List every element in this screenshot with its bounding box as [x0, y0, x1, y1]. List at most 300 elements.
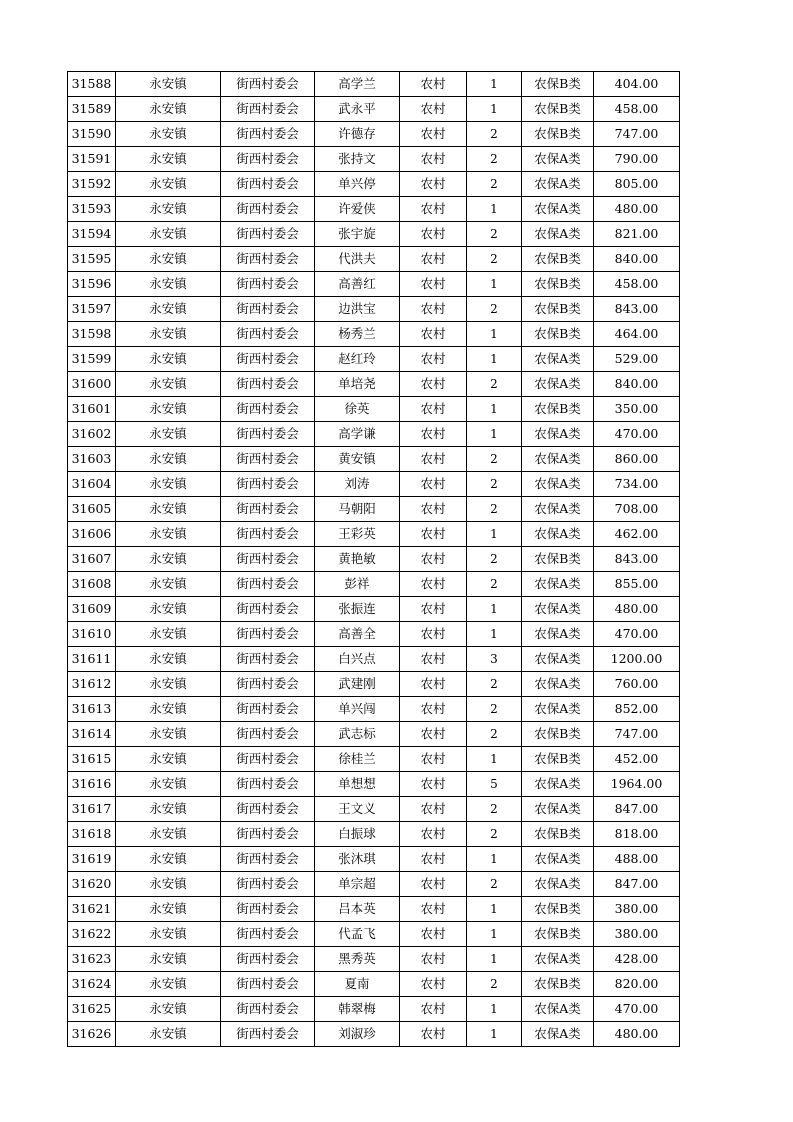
household-type-cell: 农村 — [400, 747, 467, 772]
person-count-cell: 1 — [467, 947, 522, 972]
table-row — [68, 547, 680, 572]
amount-cell: 840.00 — [594, 247, 680, 272]
person-count-cell: 2 — [467, 247, 522, 272]
table-row — [68, 647, 680, 672]
village-committee-cell: 街西村委会 — [221, 297, 315, 322]
person-count-cell: 1 — [467, 1022, 522, 1047]
name-cell: 许德存 — [315, 122, 400, 147]
village-committee-cell: 街西村委会 — [221, 922, 315, 947]
name-cell: 单兴闯 — [315, 697, 400, 722]
record-id-cell: 31606 — [68, 522, 116, 547]
person-count-cell: 2 — [467, 297, 522, 322]
household-type-cell: 农村 — [400, 997, 467, 1022]
household-type-cell: 农村 — [400, 172, 467, 197]
amount-cell: 464.00 — [594, 322, 680, 347]
category-cell: 农保B类 — [522, 897, 594, 922]
category-cell: 农保A类 — [522, 847, 594, 872]
person-count-cell: 3 — [467, 647, 522, 672]
village-committee-cell: 街西村委会 — [221, 97, 315, 122]
household-type-cell: 农村 — [400, 472, 467, 497]
town-cell: 永安镇 — [116, 447, 221, 472]
household-type-cell: 农村 — [400, 122, 467, 147]
amount-cell: 708.00 — [594, 497, 680, 522]
record-id-cell: 31611 — [68, 647, 116, 672]
town-cell: 永安镇 — [116, 572, 221, 597]
table-row — [68, 122, 680, 147]
category-cell: 农保A类 — [522, 347, 594, 372]
category-cell: 农保A类 — [522, 622, 594, 647]
village-committee-cell: 街西村委会 — [221, 997, 315, 1022]
record-id-cell: 31595 — [68, 247, 116, 272]
name-cell: 武永平 — [315, 97, 400, 122]
town-cell: 永安镇 — [116, 897, 221, 922]
town-cell: 永安镇 — [116, 872, 221, 897]
household-type-cell: 农村 — [400, 697, 467, 722]
household-type-cell: 农村 — [400, 547, 467, 572]
record-id-cell: 31604 — [68, 472, 116, 497]
amount-cell: 821.00 — [594, 222, 680, 247]
category-cell: 农保A类 — [522, 572, 594, 597]
person-count-cell: 2 — [467, 447, 522, 472]
village-committee-cell: 街西村委会 — [221, 397, 315, 422]
town-cell: 永安镇 — [116, 997, 221, 1022]
household-type-cell: 农村 — [400, 972, 467, 997]
amount-cell: 470.00 — [594, 422, 680, 447]
table-row — [68, 847, 680, 872]
village-committee-cell: 街西村委会 — [221, 72, 315, 97]
name-cell: 高善全 — [315, 622, 400, 647]
amount-cell: 847.00 — [594, 872, 680, 897]
village-committee-cell: 街西村委会 — [221, 597, 315, 622]
category-cell: 农保A类 — [522, 597, 594, 622]
town-cell: 永安镇 — [116, 347, 221, 372]
table-row — [68, 197, 680, 222]
table-row — [68, 947, 680, 972]
record-id-cell: 31598 — [68, 322, 116, 347]
household-type-cell: 农村 — [400, 497, 467, 522]
record-id-cell: 31618 — [68, 822, 116, 847]
amount-cell: 529.00 — [594, 347, 680, 372]
person-count-cell: 1 — [467, 197, 522, 222]
category-cell: 农保A类 — [522, 672, 594, 697]
record-id-cell: 31619 — [68, 847, 116, 872]
person-count-cell: 2 — [467, 972, 522, 997]
table-row — [68, 597, 680, 622]
amount-cell: 458.00 — [594, 97, 680, 122]
household-type-cell: 农村 — [400, 897, 467, 922]
name-cell: 白兴点 — [315, 647, 400, 672]
amount-cell: 404.00 — [594, 72, 680, 97]
amount-cell: 840.00 — [594, 372, 680, 397]
amount-cell: 747.00 — [594, 722, 680, 747]
village-committee-cell: 街西村委会 — [221, 122, 315, 147]
amount-cell: 747.00 — [594, 122, 680, 147]
table-row — [68, 1022, 680, 1047]
amount-cell: 760.00 — [594, 672, 680, 697]
village-committee-cell: 街西村委会 — [221, 472, 315, 497]
town-cell: 永安镇 — [116, 222, 221, 247]
person-count-cell: 1 — [467, 622, 522, 647]
amount-cell: 480.00 — [594, 1022, 680, 1047]
name-cell: 张振连 — [315, 597, 400, 622]
village-committee-cell: 街西村委会 — [221, 947, 315, 972]
town-cell: 永安镇 — [116, 647, 221, 672]
name-cell: 吕本英 — [315, 897, 400, 922]
name-cell: 王彩英 — [315, 522, 400, 547]
table-row — [68, 472, 680, 497]
household-type-cell: 农村 — [400, 597, 467, 622]
household-type-cell: 农村 — [400, 722, 467, 747]
name-cell: 黑秀英 — [315, 947, 400, 972]
household-type-cell: 农村 — [400, 247, 467, 272]
category-cell: 农保A类 — [522, 947, 594, 972]
category-cell: 农保A类 — [522, 497, 594, 522]
category-cell: 农保B类 — [522, 822, 594, 847]
category-cell: 农保B类 — [522, 247, 594, 272]
name-cell: 单兴停 — [315, 172, 400, 197]
person-count-cell: 2 — [467, 797, 522, 822]
record-id-cell: 31601 — [68, 397, 116, 422]
name-cell: 高善红 — [315, 272, 400, 297]
table-row — [68, 797, 680, 822]
category-cell: 农保A类 — [522, 422, 594, 447]
name-cell: 许爱侠 — [315, 197, 400, 222]
household-type-cell: 农村 — [400, 372, 467, 397]
category-cell: 农保B类 — [522, 322, 594, 347]
table-row — [68, 347, 680, 372]
table-row — [68, 372, 680, 397]
table-row — [68, 747, 680, 772]
town-cell: 永安镇 — [116, 697, 221, 722]
person-count-cell: 2 — [467, 472, 522, 497]
record-id-cell: 31599 — [68, 347, 116, 372]
category-cell: 农保B类 — [522, 72, 594, 97]
category-cell: 农保A类 — [522, 1022, 594, 1047]
record-id-cell: 31588 — [68, 72, 116, 97]
town-cell: 永安镇 — [116, 72, 221, 97]
category-cell: 农保A类 — [522, 197, 594, 222]
record-id-cell: 31625 — [68, 997, 116, 1022]
town-cell: 永安镇 — [116, 922, 221, 947]
category-cell: 农保A类 — [522, 447, 594, 472]
person-count-cell: 1 — [467, 922, 522, 947]
household-type-cell: 农村 — [400, 1022, 467, 1047]
amount-cell: 805.00 — [594, 172, 680, 197]
person-count-cell: 2 — [467, 147, 522, 172]
table-row — [68, 897, 680, 922]
name-cell: 黄艳敏 — [315, 547, 400, 572]
amount-cell: 860.00 — [594, 447, 680, 472]
town-cell: 永安镇 — [116, 672, 221, 697]
village-committee-cell: 街西村委会 — [221, 572, 315, 597]
table-row — [68, 172, 680, 197]
name-cell: 徐桂兰 — [315, 747, 400, 772]
record-id-cell: 31613 — [68, 697, 116, 722]
amount-cell: 852.00 — [594, 697, 680, 722]
town-cell: 永安镇 — [116, 297, 221, 322]
amount-cell: 350.00 — [594, 397, 680, 422]
category-cell: 农保A类 — [522, 772, 594, 797]
person-count-cell: 1 — [467, 347, 522, 372]
person-count-cell: 1 — [467, 997, 522, 1022]
record-id-cell: 31594 — [68, 222, 116, 247]
household-type-cell: 农村 — [400, 947, 467, 972]
category-cell: 农保A类 — [522, 522, 594, 547]
town-cell: 永安镇 — [116, 272, 221, 297]
amount-cell: 818.00 — [594, 822, 680, 847]
person-count-cell: 2 — [467, 697, 522, 722]
household-type-cell: 农村 — [400, 647, 467, 672]
table-row — [68, 72, 680, 97]
person-count-cell: 1 — [467, 72, 522, 97]
person-count-cell: 1 — [467, 422, 522, 447]
table-row — [68, 622, 680, 647]
amount-cell: 428.00 — [594, 947, 680, 972]
household-type-cell: 农村 — [400, 772, 467, 797]
record-id-cell: 31610 — [68, 622, 116, 647]
name-cell: 白振球 — [315, 822, 400, 847]
name-cell: 马朝阳 — [315, 497, 400, 522]
name-cell: 刘涛 — [315, 472, 400, 497]
record-id-cell: 31608 — [68, 572, 116, 597]
village-committee-cell: 街西村委会 — [221, 622, 315, 647]
record-id-cell: 31621 — [68, 897, 116, 922]
person-count-cell: 1 — [467, 747, 522, 772]
amount-cell: 734.00 — [594, 472, 680, 497]
table-row — [68, 447, 680, 472]
amount-cell: 380.00 — [594, 897, 680, 922]
town-cell: 永安镇 — [116, 747, 221, 772]
person-count-cell: 2 — [467, 172, 522, 197]
town-cell: 永安镇 — [116, 972, 221, 997]
village-committee-cell: 街西村委会 — [221, 697, 315, 722]
amount-cell: 1200.00 — [594, 647, 680, 672]
amount-cell: 480.00 — [594, 597, 680, 622]
name-cell: 张持文 — [315, 147, 400, 172]
record-id-cell: 31596 — [68, 272, 116, 297]
village-committee-cell: 街西村委会 — [221, 147, 315, 172]
record-id-cell: 31593 — [68, 197, 116, 222]
amount-cell: 820.00 — [594, 972, 680, 997]
record-id-cell: 31609 — [68, 597, 116, 622]
record-id-cell: 31592 — [68, 172, 116, 197]
table-row — [68, 672, 680, 697]
name-cell: 赵红玲 — [315, 347, 400, 372]
category-cell: 农保A类 — [522, 147, 594, 172]
name-cell: 张宇旋 — [315, 222, 400, 247]
category-cell: 农保B类 — [522, 547, 594, 572]
village-committee-cell: 街西村委会 — [221, 372, 315, 397]
town-cell: 永安镇 — [116, 597, 221, 622]
village-committee-cell: 街西村委会 — [221, 197, 315, 222]
person-count-cell: 5 — [467, 772, 522, 797]
town-cell: 永安镇 — [116, 847, 221, 872]
village-committee-cell: 街西村委会 — [221, 1022, 315, 1047]
record-id-cell: 31626 — [68, 1022, 116, 1047]
amount-cell: 470.00 — [594, 622, 680, 647]
category-cell: 农保A类 — [522, 647, 594, 672]
name-cell: 夏南 — [315, 972, 400, 997]
town-cell: 永安镇 — [116, 372, 221, 397]
household-type-cell: 农村 — [400, 872, 467, 897]
person-count-cell: 2 — [467, 222, 522, 247]
town-cell: 永安镇 — [116, 472, 221, 497]
category-cell: 农保B类 — [522, 122, 594, 147]
category-cell: 农保B类 — [522, 747, 594, 772]
household-type-cell: 农村 — [400, 222, 467, 247]
town-cell: 永安镇 — [116, 622, 221, 647]
household-type-cell: 农村 — [400, 272, 467, 297]
table-row — [68, 222, 680, 247]
table-row — [68, 322, 680, 347]
town-cell: 永安镇 — [116, 247, 221, 272]
name-cell: 武建刚 — [315, 672, 400, 697]
name-cell: 高学兰 — [315, 72, 400, 97]
village-committee-cell: 街西村委会 — [221, 447, 315, 472]
household-type-cell: 农村 — [400, 397, 467, 422]
town-cell: 永安镇 — [116, 122, 221, 147]
village-committee-cell: 街西村委会 — [221, 822, 315, 847]
category-cell: 农保B类 — [522, 97, 594, 122]
record-id-cell: 31590 — [68, 122, 116, 147]
name-cell: 单宗超 — [315, 872, 400, 897]
household-type-cell: 农村 — [400, 297, 467, 322]
person-count-cell: 2 — [467, 122, 522, 147]
name-cell: 武志标 — [315, 722, 400, 747]
town-cell: 永安镇 — [116, 97, 221, 122]
town-cell: 永安镇 — [116, 797, 221, 822]
table-row — [68, 922, 680, 947]
category-cell: 农保A类 — [522, 472, 594, 497]
person-count-cell: 2 — [467, 497, 522, 522]
amount-cell: 1964.00 — [594, 772, 680, 797]
village-committee-cell: 街西村委会 — [221, 672, 315, 697]
household-type-cell: 农村 — [400, 147, 467, 172]
table-row — [68, 972, 680, 997]
person-count-cell: 2 — [467, 672, 522, 697]
household-type-cell: 农村 — [400, 572, 467, 597]
amount-cell: 843.00 — [594, 297, 680, 322]
town-cell: 永安镇 — [116, 197, 221, 222]
category-cell: 农保B类 — [522, 972, 594, 997]
household-type-cell: 农村 — [400, 197, 467, 222]
person-count-cell: 2 — [467, 722, 522, 747]
household-type-cell: 农村 — [400, 847, 467, 872]
household-type-cell: 农村 — [400, 322, 467, 347]
village-committee-cell: 街西村委会 — [221, 872, 315, 897]
person-count-cell: 1 — [467, 97, 522, 122]
town-cell: 永安镇 — [116, 947, 221, 972]
name-cell: 边洪宝 — [315, 297, 400, 322]
village-committee-cell: 街西村委会 — [221, 172, 315, 197]
household-type-cell: 农村 — [400, 672, 467, 697]
name-cell: 韩翠梅 — [315, 997, 400, 1022]
name-cell: 张沐琪 — [315, 847, 400, 872]
name-cell: 代孟飞 — [315, 922, 400, 947]
table-row — [68, 422, 680, 447]
category-cell: 农保B类 — [522, 722, 594, 747]
name-cell: 彭祥 — [315, 572, 400, 597]
category-cell: 农保B类 — [522, 272, 594, 297]
village-committee-cell: 街西村委会 — [221, 847, 315, 872]
town-cell: 永安镇 — [116, 547, 221, 572]
amount-cell: 380.00 — [594, 922, 680, 947]
village-committee-cell: 街西村委会 — [221, 422, 315, 447]
table-row — [68, 997, 680, 1022]
amount-cell: 452.00 — [594, 747, 680, 772]
town-cell: 永安镇 — [116, 172, 221, 197]
category-cell: 农保B类 — [522, 397, 594, 422]
table-row — [68, 772, 680, 797]
amount-cell: 843.00 — [594, 547, 680, 572]
category-cell: 农保A类 — [522, 372, 594, 397]
table-row — [68, 297, 680, 322]
table-row — [68, 872, 680, 897]
amount-cell: 470.00 — [594, 997, 680, 1022]
record-id-cell: 31623 — [68, 947, 116, 972]
roster-body — [68, 72, 680, 1047]
record-id-cell: 31605 — [68, 497, 116, 522]
household-type-cell: 农村 — [400, 97, 467, 122]
record-id-cell: 31616 — [68, 772, 116, 797]
table-row — [68, 497, 680, 522]
record-id-cell: 31622 — [68, 922, 116, 947]
town-cell: 永安镇 — [116, 722, 221, 747]
town-cell: 永安镇 — [116, 397, 221, 422]
table-row — [68, 572, 680, 597]
village-committee-cell: 街西村委会 — [221, 497, 315, 522]
town-cell: 永安镇 — [116, 1022, 221, 1047]
category-cell: 农保A类 — [522, 872, 594, 897]
record-id-cell: 31602 — [68, 422, 116, 447]
village-committee-cell: 街西村委会 — [221, 772, 315, 797]
village-committee-cell: 街西村委会 — [221, 897, 315, 922]
village-committee-cell: 街西村委会 — [221, 247, 315, 272]
record-id-cell: 31600 — [68, 372, 116, 397]
record-id-cell: 31617 — [68, 797, 116, 822]
name-cell: 徐英 — [315, 397, 400, 422]
record-id-cell: 31591 — [68, 147, 116, 172]
village-committee-cell: 街西村委会 — [221, 322, 315, 347]
person-count-cell: 1 — [467, 397, 522, 422]
household-type-cell: 农村 — [400, 622, 467, 647]
name-cell: 代洪夫 — [315, 247, 400, 272]
amount-cell: 847.00 — [594, 797, 680, 822]
person-count-cell: 2 — [467, 872, 522, 897]
person-count-cell: 1 — [467, 522, 522, 547]
table-row — [68, 272, 680, 297]
name-cell: 单培尧 — [315, 372, 400, 397]
person-count-cell: 1 — [467, 322, 522, 347]
town-cell: 永安镇 — [116, 822, 221, 847]
record-id-cell: 31607 — [68, 547, 116, 572]
category-cell: 农保B类 — [522, 297, 594, 322]
table-row — [68, 147, 680, 172]
person-count-cell: 1 — [467, 272, 522, 297]
village-committee-cell: 街西村委会 — [221, 722, 315, 747]
town-cell: 永安镇 — [116, 497, 221, 522]
household-type-cell: 农村 — [400, 922, 467, 947]
person-count-cell: 2 — [467, 547, 522, 572]
household-type-cell: 农村 — [400, 797, 467, 822]
amount-cell: 462.00 — [594, 522, 680, 547]
village-committee-cell: 街西村委会 — [221, 647, 315, 672]
village-committee-cell: 街西村委会 — [221, 347, 315, 372]
person-count-cell: 1 — [467, 597, 522, 622]
table-row — [68, 397, 680, 422]
record-id-cell: 31597 — [68, 297, 116, 322]
household-type-cell: 农村 — [400, 422, 467, 447]
